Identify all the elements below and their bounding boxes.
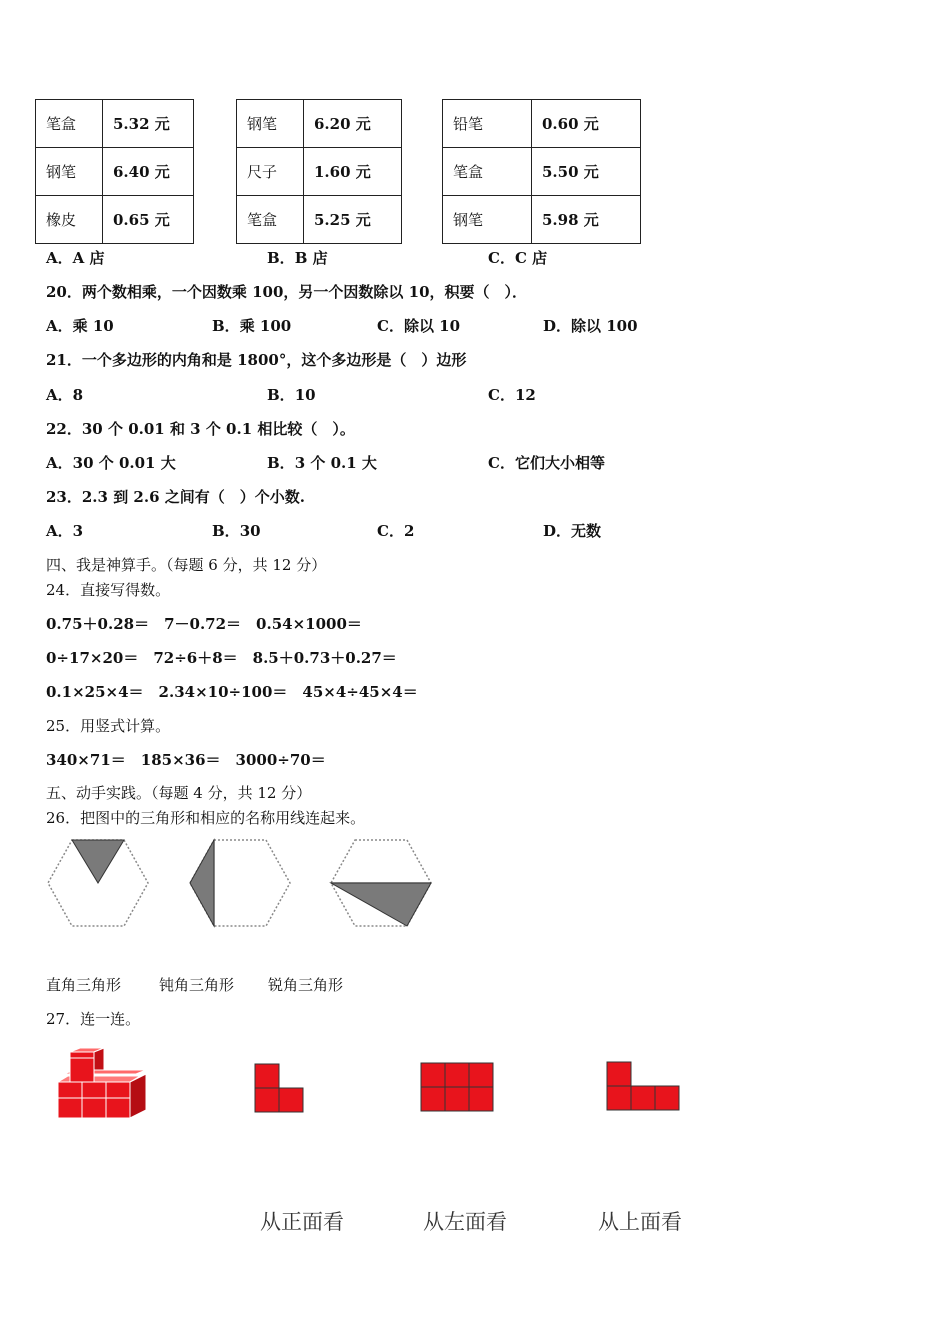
option-label: C． — [488, 386, 515, 404]
item-name: 钢笔 — [36, 148, 103, 196]
question-23: 23．2.3 到 2.6 之间有（ ）个小数. — [46, 488, 305, 506]
option-label: D． — [543, 522, 572, 540]
option-label: C． — [377, 522, 404, 540]
calc-row: 0.1×25×4＝ 2.34×10÷100＝ 45×4÷45×4＝ — [46, 683, 418, 701]
option-b[interactable] — [267, 247, 328, 268]
option-label: C． — [377, 317, 404, 335]
item-name: 笔盒 — [237, 196, 304, 244]
option-label: B． — [267, 386, 295, 404]
item-name: 尺子 — [237, 148, 304, 196]
option-label: A． — [46, 249, 73, 267]
option-text: 12 — [514, 386, 536, 404]
option-label: C． — [488, 454, 515, 472]
option-label: A． — [46, 454, 73, 472]
hexagon-acute-triangle-figure — [46, 838, 150, 928]
view-step-shape-figure — [606, 1061, 682, 1113]
hexagon-right-triangle-figure — [329, 838, 433, 928]
item-name: 橡皮 — [36, 196, 103, 244]
view-label-front[interactable]: 从正面看 — [260, 1210, 344, 1234]
section-four-heading: 四、我是神算手。（每题 6 分，共 12 分） — [46, 556, 327, 574]
question-27: 27．连一连。 — [46, 1010, 141, 1028]
item-price: 5.25 元 — [304, 196, 402, 244]
option-text: B 店 — [294, 249, 328, 267]
option-text: 2 — [403, 522, 415, 540]
option-b[interactable] — [267, 384, 316, 405]
view-label-top[interactable]: 从上面看 — [598, 1210, 682, 1234]
hexagon-obtuse-triangle-figure — [188, 838, 292, 928]
item-price: 6.40 元 — [103, 148, 194, 196]
option-text: 除以 10 — [403, 317, 461, 335]
triangle-name-right[interactable]: 直角三角形 — [46, 976, 122, 994]
triangle-name-acute[interactable]: 锐角三角形 — [268, 976, 344, 994]
question-21: 21．一个多边形的内角和是 1800°，这个多边形是（ ）边形 — [46, 351, 467, 369]
item-name: 笔盒 — [443, 148, 532, 196]
option-a[interactable] — [46, 384, 83, 405]
option-c[interactable] — [377, 520, 414, 541]
option-text: 3 — [72, 522, 84, 540]
item-name: 笔盒 — [36, 100, 103, 148]
cube-stack-3d-figure — [54, 1048, 150, 1122]
option-label: A． — [46, 386, 73, 404]
question-22: 22．30 个 0.01 和 3 个 0.1 相比较（ ）。 — [46, 420, 355, 438]
option-c[interactable] — [488, 452, 605, 473]
question-25: 25．用竖式计算。 — [46, 717, 171, 735]
option-c[interactable] — [488, 384, 536, 405]
item-name: 钢笔 — [443, 196, 532, 244]
option-c[interactable] — [488, 247, 547, 268]
item-name: 钢笔 — [237, 100, 304, 148]
option-a[interactable] — [46, 452, 176, 473]
option-text: 乘 10 — [72, 317, 114, 335]
option-text: A 店 — [72, 249, 105, 267]
question-20: 20．两个数相乘，一个因数乘 100，另一个因数除以 10，积要（ ）． — [46, 283, 528, 301]
calc-row: 340×71＝ 185×36＝ 3000÷70＝ — [46, 751, 326, 769]
option-text: 乘 100 — [239, 317, 292, 335]
section-five-heading: 五、动手实践。（每题 4 分，共 12 分） — [46, 784, 312, 802]
item-price: 5.32 元 — [103, 100, 194, 148]
option-d[interactable] — [543, 520, 601, 541]
view-label-left[interactable]: 从左面看 — [423, 1210, 507, 1234]
option-text: 8 — [72, 386, 84, 404]
triangle-name-obtuse[interactable]: 钝角三角形 — [159, 976, 235, 994]
option-label: C． — [488, 249, 515, 267]
option-a[interactable] — [46, 315, 114, 336]
item-price: 5.98 元 — [532, 196, 641, 244]
option-text: 3 个 0.1 大 — [294, 454, 377, 472]
item-name: 铅笔 — [443, 100, 532, 148]
option-label: D． — [543, 317, 572, 335]
question-24: 24．直接写得数。 — [46, 581, 171, 599]
option-label: B． — [267, 249, 295, 267]
item-price: 0.60 元 — [532, 100, 641, 148]
option-b[interactable] — [212, 520, 261, 541]
store-a-price-table — [35, 99, 194, 244]
option-b[interactable] — [212, 315, 291, 336]
item-price: 0.65 元 — [103, 196, 194, 244]
option-d[interactable] — [543, 315, 638, 336]
option-text: 10 — [294, 386, 316, 404]
question-26: 26．把图中的三角形和相应的名称用线连起来。 — [46, 809, 366, 827]
view-grid-figure — [420, 1062, 496, 1114]
option-label: B． — [212, 522, 240, 540]
option-a[interactable] — [46, 520, 83, 541]
calc-row: 0.75＋0.28＝ 7－0.72＝ 0.54×1000＝ — [46, 615, 362, 633]
option-text: 除以 100 — [571, 317, 638, 335]
calc-row: 0÷17×20＝ 72÷6＋8＝ 8.5＋0.73＋0.27＝ — [46, 649, 397, 667]
item-price: 5.50 元 — [532, 148, 641, 196]
option-b[interactable] — [267, 452, 377, 473]
option-text: 它们大小相等 — [514, 454, 605, 472]
option-text: C 店 — [514, 249, 548, 267]
view-l-shape-figure — [254, 1063, 306, 1115]
option-a[interactable] — [46, 247, 105, 268]
store-b-price-table — [236, 99, 402, 244]
item-price: 6.20 元 — [304, 100, 402, 148]
option-text: 无数 — [571, 522, 602, 540]
option-label: A． — [46, 317, 73, 335]
option-label: B． — [212, 317, 240, 335]
option-text: 30 个 0.01 大 — [72, 454, 176, 472]
option-label: B． — [267, 454, 295, 472]
option-c[interactable] — [377, 315, 460, 336]
item-price: 1.60 元 — [304, 148, 402, 196]
option-label: A． — [46, 522, 73, 540]
store-c-price-table — [442, 99, 641, 244]
option-text: 30 — [239, 522, 261, 540]
